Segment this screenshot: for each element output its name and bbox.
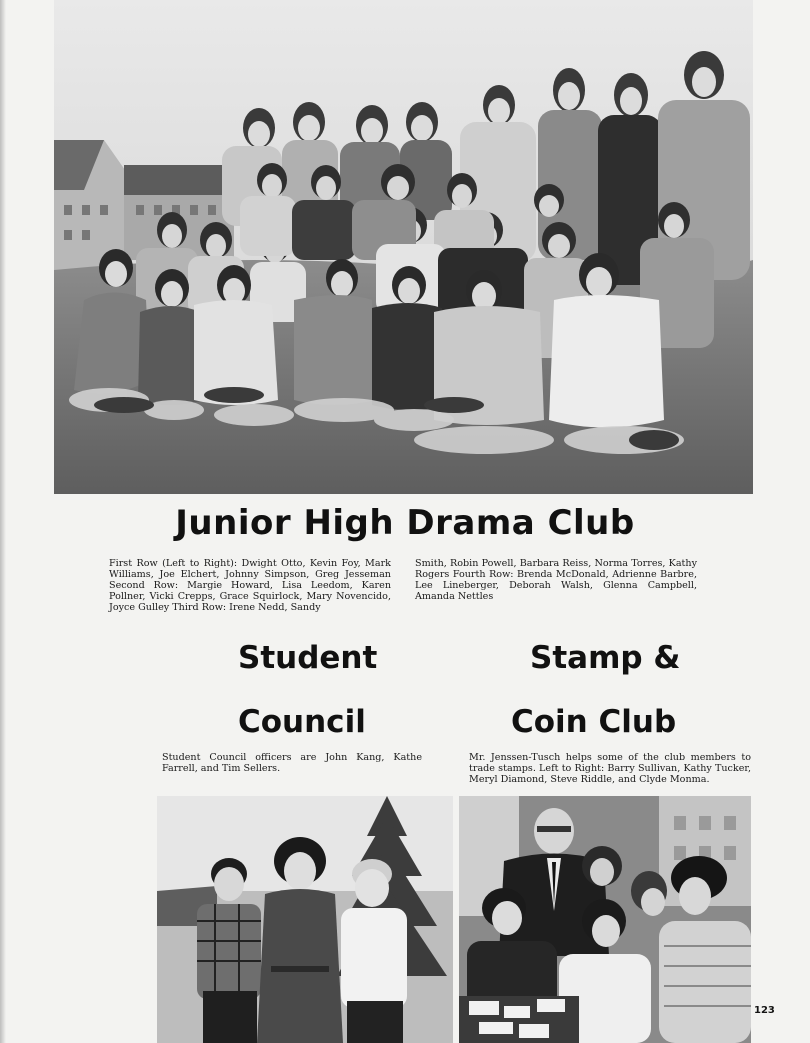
stamp-coin-club-title-line-1: Stamp &: [530, 640, 681, 676]
stamp-coin-club-photo: [459, 796, 751, 1043]
student-council-title-line-1: Student: [238, 640, 378, 676]
drama-club-caption-column-1: First Row (Left to Right): Dwight Otto, Kevin Foy, Mark Williams, Joe Elchert, Johnny Simpson, Greg Jesseman Second Row: Margie Howard, Lisa Leedom, Karen Pollner, Vicki Crepps, Grace Squirlock, Mary Novencido, Joyce Gulley Third Row: Irene Nedd, Sandy: [109, 558, 391, 613]
drama-club-group-photo: [54, 0, 753, 494]
student-council-caption: Student Council officers are John Kang, Kathe Farrell, and Tim Sellers.: [162, 752, 422, 774]
drama-club-caption-column-2: Smith, Robin Powell, Barbara Reiss, Norma Torres, Kathy Rogers Fourth Row: Brenda McDonald, Adrienne Barbre, Lee Lineberger, Deborah Walsh, Glenna Campbell, Amanda Nettles: [415, 558, 697, 602]
stamp-coin-club-title-line-2: Coin Club: [511, 704, 677, 740]
student-council-title-line-2: Council: [238, 704, 366, 740]
student-council-photo: [157, 796, 453, 1043]
page-number: 123: [754, 1005, 775, 1016]
drama-club-title: Junior High Drama Club: [175, 503, 635, 543]
stamp-coin-club-caption: Mr. Jenssen-Tusch helps some of the club members to trade stamps. Left to Right: Barry Sullivan, Kathy Tucker, Meryl Diamond, Steve Riddle, and Clyde Monma.: [469, 752, 751, 785]
